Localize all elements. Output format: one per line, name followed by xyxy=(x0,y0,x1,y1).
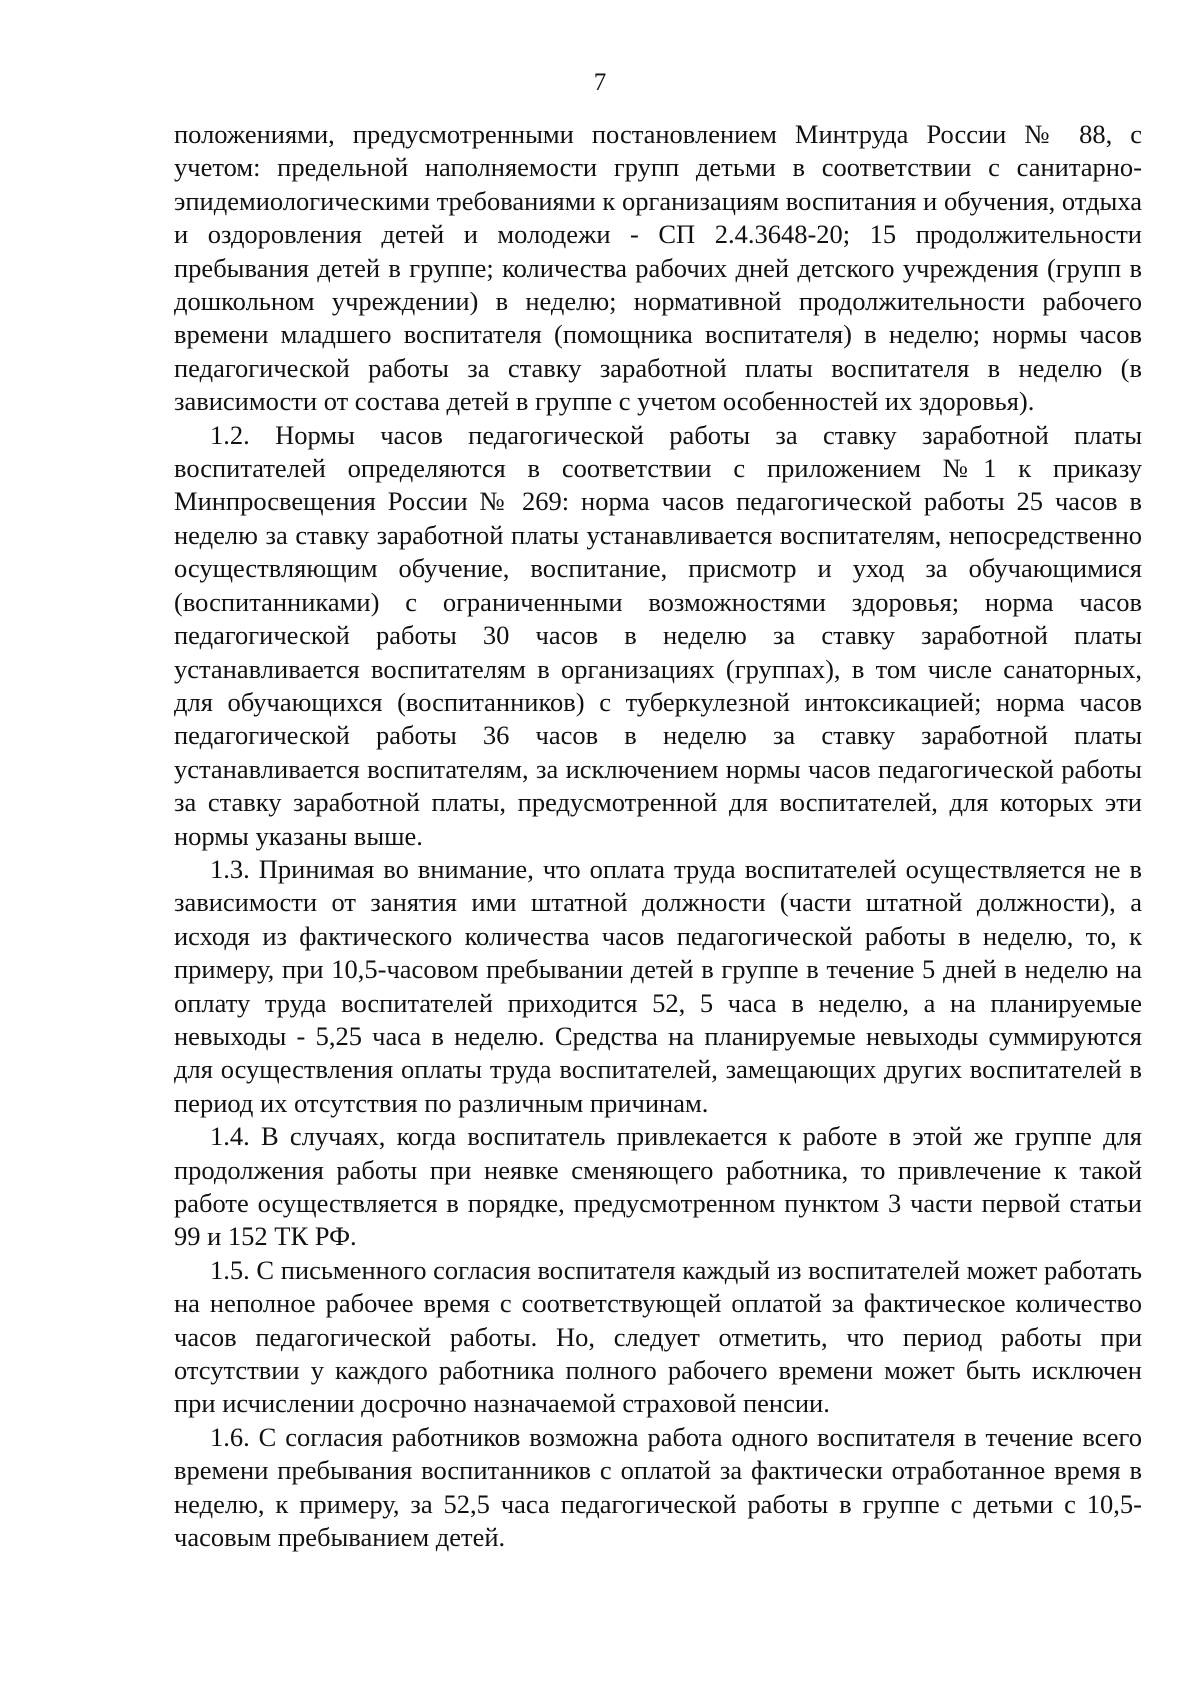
paragraph-1-2: 1.2. Нормы часов педагогической работы за ставку заработной платы воспитателей определяются в соответствии с приложением №1 к приказу Минпросвещения России № 269: норма часов педагогической работы 25 часов в неделю за ставку заработной платы устанавливается воспитателям, непосредственно осуществляющим обучение, воспитание, присмотр и уход за обучающимися (воспитанниками) с ограниченными возможностями здоровья; норма часов педагогической работы 30 часов в неделю за ставку заработной платы устанавливается воспитателям в организациях (группах), в том числе санаторных, для обучающихся (воспитанников) с туберкулезной интоксикацией; норма часов педагогической работы 36 часов в неделю за ставку заработной платы устанавливается воспитателям, за исключением нормы часов педагогической работы за ставку заработной платы, предусмотренной для воспитателей, для которых эти нормы указаны выше. xyxy=(174,419,1142,851)
document-body xyxy=(174,118,1142,1554)
paragraph-1-6: 1.6. С согласия работников возможна работа одного воспитателя в течение всего времени пребывания воспитанников с оплатой за фактически отработанное время в неделю, к примеру, за 52,5 часа педагогической работы в группе с детьми с 10,5-часовым пребыванием детей. xyxy=(174,1421,1142,1553)
paragraph-1-3: 1.3. Принимая во внимание, что оплата труда воспитателей осуществляется не в зависимости от занятия ими штатной должности (части штатной должности), а исходя из фактического количества часов педагогической работы в неделю, то, к примеру, при 10,5-часовом пребывании детей в группе в течение 5 дней в неделю на оплату труда воспитателей приходится 52, 5 часа в неделю, а на планируемые невыходы - 5,25 часа в неделю. Средства на планируемые невыходы суммируются для осуществления оплаты труда воспитателей, замещающих других воспитателей в период их отсутствия по различным причинам. xyxy=(174,853,1142,1118)
paragraph-1-5: 1.5. С письменного согласия воспитателя каждый из воспитателей может работать на неполное рабочее время с соответствующей оплатой за фактическое количество часов педагогической работы. Но, следует отметить, что период работы при отсутствии у каждого работника полного рабочего времени может быть исключен при исчислении досрочно назначаемой страховой пенсии. xyxy=(174,1254,1142,1419)
paragraph-continuation: положениями, предусмотренными постановлением Минтруда России № 88, с учетом: предельной наполняемости групп детьми в соответствии с санитарно-эпидемиологическими требованиями к организациям воспитания и обучения, отдыха и оздоровления детей и молодежи - СП 2.4.3648-20; 15 продолжительности пребывания детей в группе; количества рабочих дней детского учреждения (групп в дошкольном учреждении) в неделю; нормативной продолжительности рабочего времени младшего воспитателя (помощника воспитателя) в неделю; нормы часов педагогической работы за ставку заработной платы воспитателя в неделю (в зависимости от состава детей в группе с учетом особенностей их здоровья). xyxy=(174,119,1142,417)
page-number: 7 xyxy=(593,69,607,96)
paragraph-1-4: 1.4. В случаях, когда воспитатель привлекается к работе в этой же группе для продолжения работы при неявке сменяющего работника, то привлечение к такой работе осуществляется в порядке, предусмотренном пунктом 3 части первой статьи 99 и 152 ТК РФ. xyxy=(174,1121,1142,1252)
